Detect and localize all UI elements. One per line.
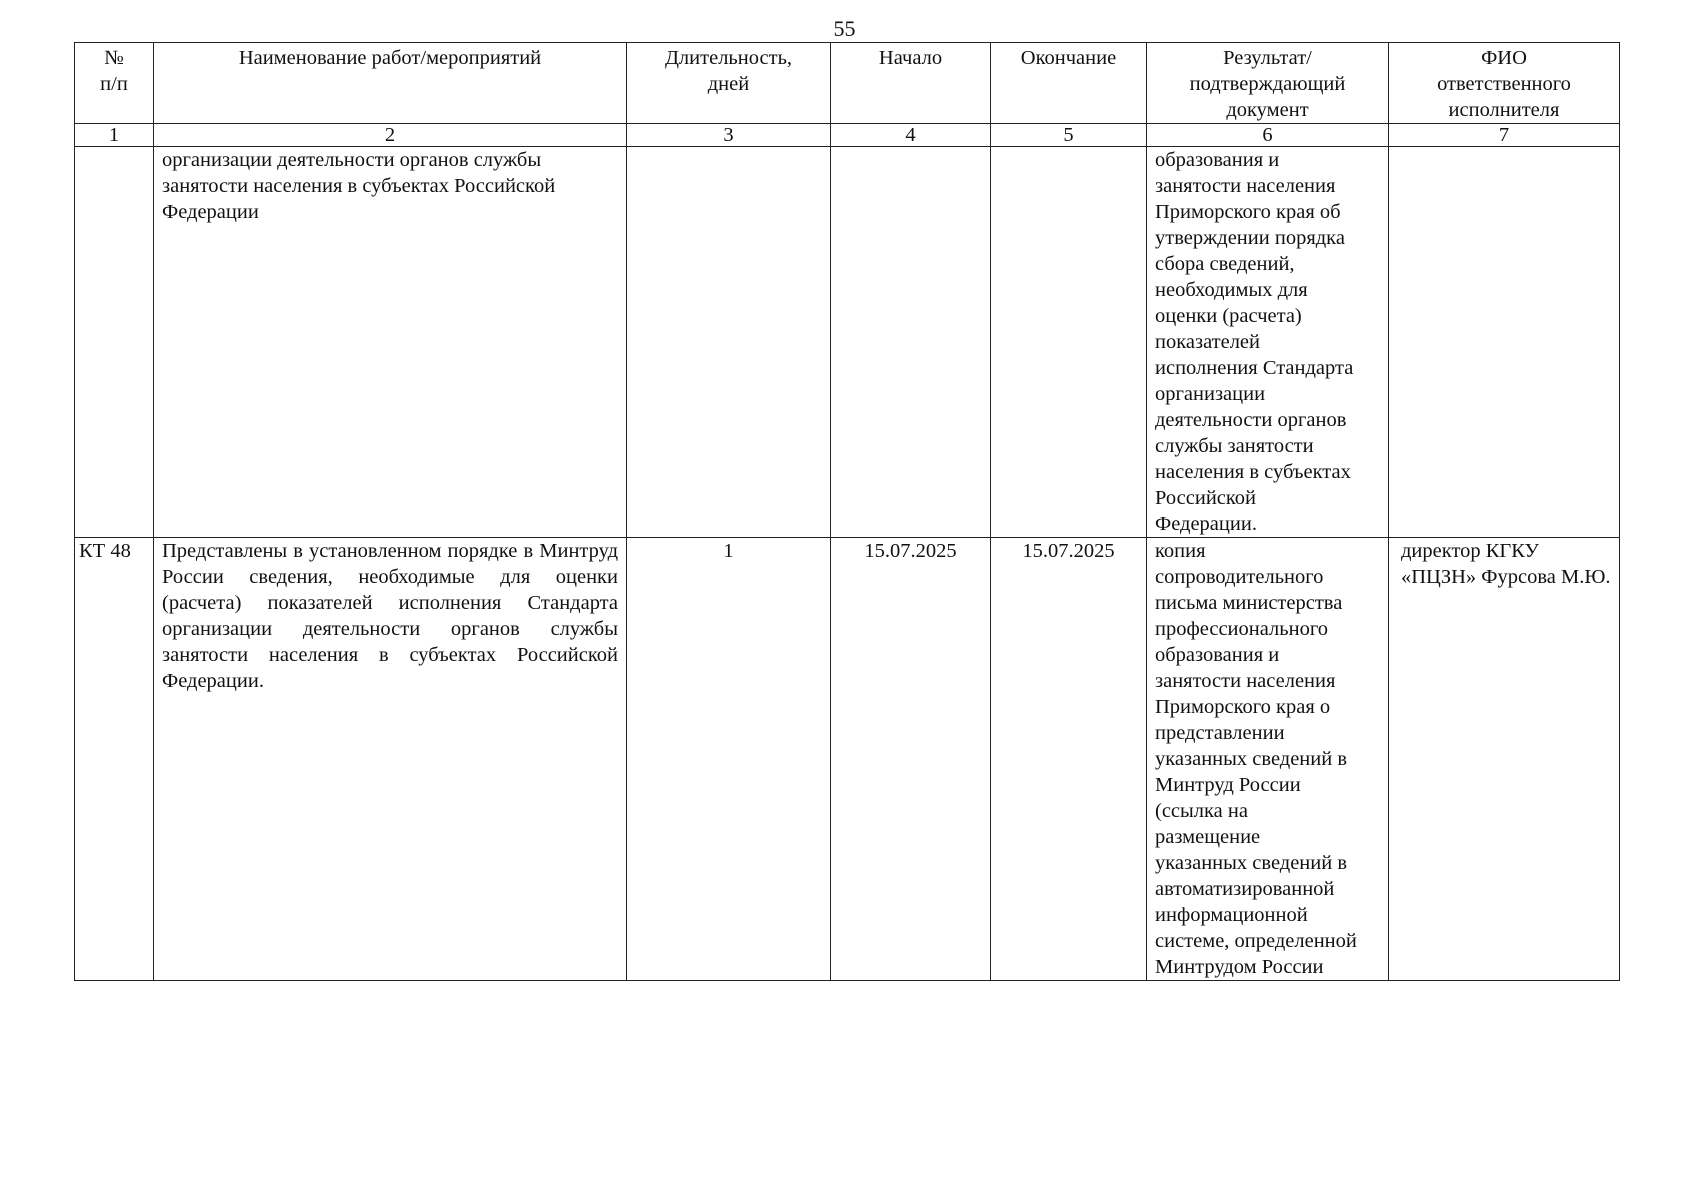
header-responsible: ФИО ответственного исполнителя [1389,43,1620,124]
header-result: Результат/ подтверждающий документ [1147,43,1389,124]
column-number: 1 [75,124,154,147]
column-number: 5 [991,124,1147,147]
header-work-name: Наименование работ/мероприятий [154,43,627,124]
work-plan-table [74,42,1620,981]
row-work-name: организации деятельности органов службы занятости населения в субъектах Российской Федерации [154,147,627,538]
header-start: Начало [831,43,991,124]
row-duration: 1 [627,538,831,981]
column-number: 3 [627,124,831,147]
row-start [831,147,991,538]
row-work-name: Представлены в установленном порядке в Минтруд России сведения, необходимые для оценки (расчета) показателей исполнения Стандарта организации деятельности органов службы занятости населения в субъектах Российской Федерации. [154,538,627,981]
table-row [75,147,1620,538]
row-id: КТ 48 [75,538,154,981]
header-end: Окончание [991,43,1147,124]
row-responsible [1389,147,1620,538]
header-row [75,43,1620,124]
column-number: 4 [831,124,991,147]
header-number: № п/п [75,43,154,124]
column-number: 6 [1147,124,1389,147]
row-id [75,147,154,538]
row-responsible: директор КГКУ «ПЦЗН» Фурсова М.Ю. [1389,538,1620,981]
page-number: 55 [833,16,856,41]
row-start: 15.07.2025 [831,538,991,981]
header-duration: Длительность, дней [627,43,831,124]
column-number-row [75,124,1620,147]
row-end: 15.07.2025 [991,538,1147,981]
row-result: копия сопроводительного письма министерства профессионального образования и занятости населения Приморского края о представлении указанных сведений в Минтруд России (ссылка на размещение указанных сведений в автоматизированной информационной системе, определенной Минтрудом России [1147,538,1389,981]
row-duration [627,147,831,538]
column-number: 7 [1389,124,1620,147]
row-end [991,147,1147,538]
column-number: 2 [154,124,627,147]
table-row [75,538,1620,981]
row-result: образования и занятости населения Приморского края об утверждении порядка сбора сведений, необходимых для оценки (расчета) показателей исполнения Стандарта организации деятельности органов службы занятости населения в субъектах Российской Федерации. [1147,147,1389,538]
